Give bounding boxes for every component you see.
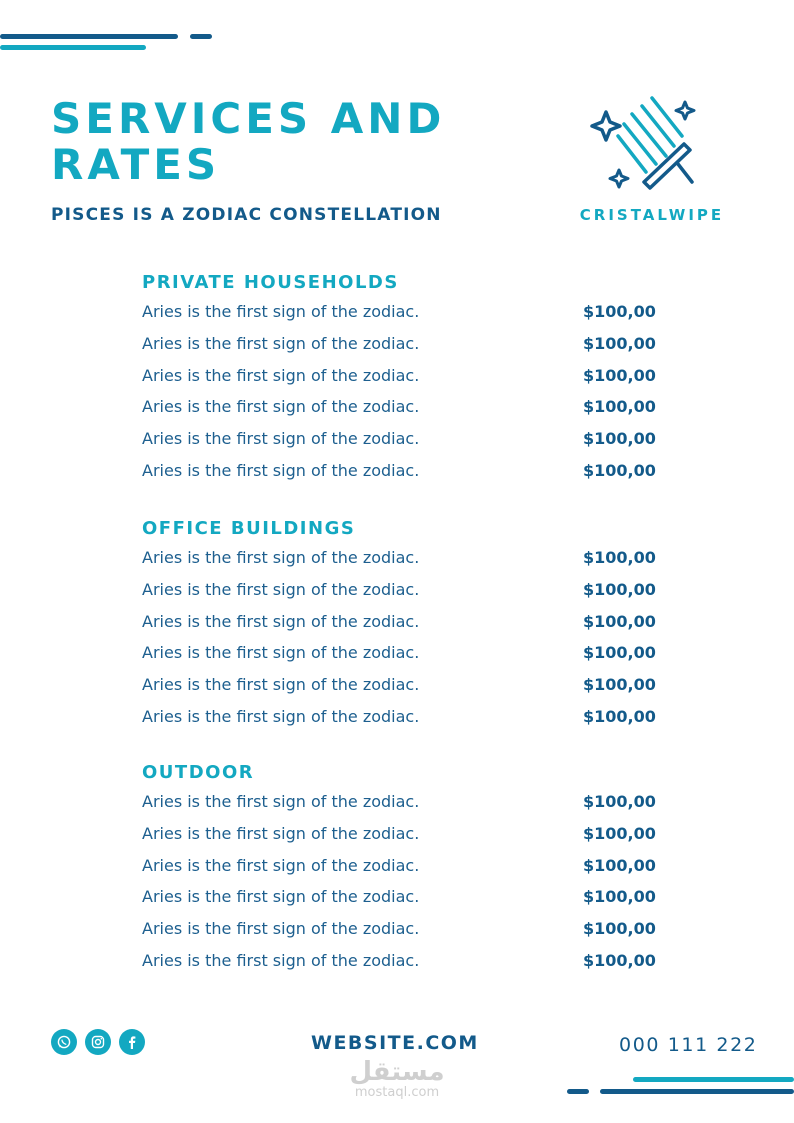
item-price: $100,00: [583, 397, 656, 417]
item-price: $100,00: [583, 333, 656, 353]
list-item: [142, 913, 662, 945]
item-description: Aries is the first sign of the zodiac.: [142, 429, 420, 449]
page-subtitle: PISCES IS A ZODIAC CONSTELLATION: [51, 205, 442, 225]
item-price: $100,00: [583, 365, 656, 385]
item-price: $100,00: [583, 611, 656, 631]
item-price: $100,00: [583, 823, 656, 843]
item-price: $100,00: [583, 579, 656, 599]
whatsapp-icon[interactable]: [51, 1029, 77, 1055]
list-item: [142, 637, 662, 669]
phone-number: 000 111 222: [619, 1034, 758, 1056]
brand-name: CRISTALWIPE: [579, 206, 725, 224]
list-item: [142, 945, 662, 977]
item-price: $100,00: [583, 302, 656, 321]
item-description: Aries is the first sign of the zodiac.: [142, 950, 420, 970]
list-item: [142, 455, 662, 487]
item-description: Aries is the first sign of the zodiac.: [142, 855, 420, 875]
instagram-icon[interactable]: [85, 1029, 111, 1055]
list-item: [142, 296, 662, 328]
item-price: $100,00: [583, 855, 656, 875]
item-description: Aries is the first sign of the zodiac.: [142, 397, 420, 417]
item-price: $100,00: [583, 643, 656, 663]
section-office-buildings: [142, 516, 662, 733]
page-title: SERVICES AND RATES: [51, 94, 446, 189]
list-item: [142, 328, 662, 360]
item-description: Aries is the first sign of the zodiac.: [142, 919, 420, 939]
item-description: Aries is the first sign of the zodiac.: [142, 548, 420, 567]
list-item: [142, 850, 662, 882]
item-price: $100,00: [583, 706, 656, 726]
list-item: [142, 574, 662, 606]
list-item: [142, 669, 662, 701]
watermark-arabic: مستقل: [349, 1057, 445, 1087]
bottom-bar-navy-short: [567, 1089, 589, 1094]
top-bar-navy: [0, 34, 178, 39]
item-description: Aries is the first sign of the zodiac.: [142, 460, 420, 480]
item-price: $100,00: [583, 919, 656, 939]
item-price: $100,00: [583, 548, 656, 567]
item-price: $100,00: [583, 675, 656, 695]
item-price: $100,00: [583, 950, 656, 970]
list-item: [142, 391, 662, 423]
section-private-households: [142, 270, 662, 487]
item-description: Aries is the first sign of the zodiac.: [142, 333, 420, 353]
item-price: $100,00: [583, 460, 656, 480]
item-description: Aries is the first sign of the zodiac.: [142, 706, 420, 726]
bottom-bar-teal: [633, 1077, 794, 1082]
item-price: $100,00: [583, 887, 656, 907]
top-bar-navy-short: [190, 34, 212, 39]
website-link[interactable]: WEBSITE.COM: [311, 1032, 479, 1054]
list-item: [142, 606, 662, 638]
section-title: PRIVATE HOUSEHOLDS: [142, 272, 399, 293]
list-item: [142, 818, 662, 850]
item-description: Aries is the first sign of the zodiac.: [142, 792, 420, 811]
item-description: Aries is the first sign of the zodiac.: [142, 302, 420, 321]
top-bar-teal: [0, 45, 146, 50]
facebook-icon[interactable]: [119, 1029, 145, 1055]
section-title: OUTDOOR: [142, 762, 255, 783]
item-price: $100,00: [583, 429, 656, 449]
list-item: [142, 701, 662, 733]
item-description: Aries is the first sign of the zodiac.: [142, 579, 420, 599]
item-description: Aries is the first sign of the zodiac.: [142, 611, 420, 631]
list-item: [142, 786, 662, 818]
item-description: Aries is the first sign of the zodiac.: [142, 643, 420, 663]
list-item: [142, 423, 662, 455]
list-item: [142, 881, 662, 913]
item-description: Aries is the first sign of the zodiac.: [142, 365, 420, 385]
list-item: [142, 542, 662, 574]
item-description: Aries is the first sign of the zodiac.: [142, 675, 420, 695]
item-price: $100,00: [583, 792, 656, 811]
item-description: Aries is the first sign of the zodiac.: [142, 887, 420, 907]
section-title: OFFICE BUILDINGS: [142, 518, 356, 539]
bottom-bar-navy: [600, 1089, 794, 1094]
list-item: [142, 360, 662, 392]
watermark: [348, 1058, 446, 1100]
item-description: Aries is the first sign of the zodiac.: [142, 823, 420, 843]
watermark-latin: mostaql.com: [354, 1085, 440, 1100]
section-outdoor: [142, 760, 662, 977]
squeegee-sparkle-icon: [586, 92, 698, 192]
